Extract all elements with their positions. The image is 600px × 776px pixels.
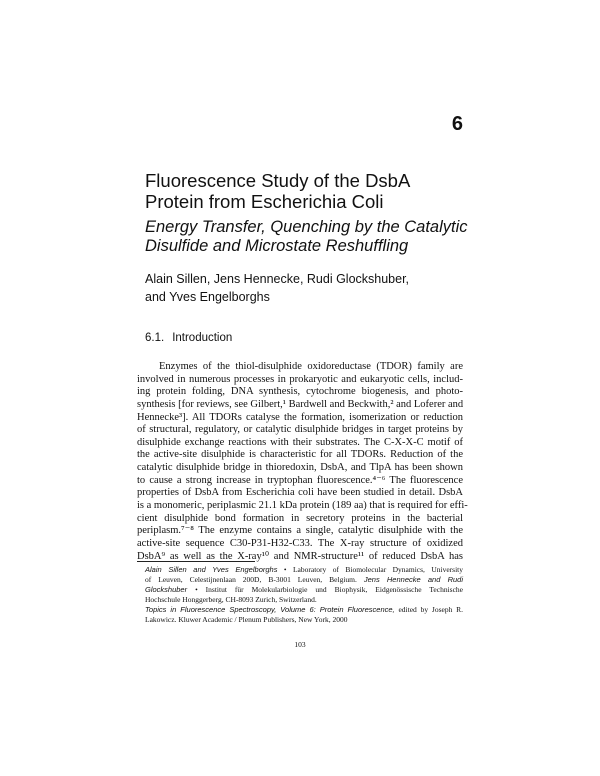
section-heading [145,332,232,344]
footnote-affiliation: • Laboratory of Biomolecular Dynamics, University [283,565,464,574]
body-line: is a monomeric, periplasmic 21.1 kDa protein (189 aa) that is required for effi- [137,500,468,512]
footnote-line [145,575,463,585]
body-line: synthesis [for reviews, see Gilbert,¹ Bardwell and Beckwith,² and Loferer and [137,398,464,410]
footnote-authors: Jens Hennecke and Rudi [363,575,463,584]
footnote-line: Hochschule Honggerberg, CH-8093 Zurich, Switzerland. [145,595,317,604]
footnote-editor: edited by Joseph R. [398,605,464,614]
chapter-title-line: Fluorescence Study of the DsbA [145,170,411,191]
body-line: DsbA⁹ as well as the X-ray¹⁰ and NMR-structure¹¹ of reduced DsbA has [137,550,463,562]
chapter-title [145,170,475,212]
footnote-book-title: Topics in Fluorescence Spectroscopy, Volume 6: Protein Fluorescence, [145,605,395,614]
page-number: 103 [294,640,306,649]
footnote-line [145,605,463,615]
footnote-line: Lakowicz. Kluwer Academic / Plenum Publishers, New York, 2000 [145,615,348,624]
chapter-title-line: Protein from Escherichia Coli [145,191,384,212]
body-line: catalytic disulphide bridge in thioredoxin, DsbA, and TlpA has been shown [137,462,463,474]
body-line: involved in numerous processes in prokaryotic and eukaryotic cells, includ- [137,373,463,385]
body-line: Hennecke³]. All TDORs catalyse the formation, isomerization or reduction [137,411,463,423]
body-line: the active-site disulphide is characteristic for all TDORs. Reduction of the [137,449,463,461]
footnote [145,565,463,625]
section-number: 6.1. [145,332,165,344]
body-line: cient disulphide bond formation in secretory proteins in the bacterial [137,512,463,524]
footnote-affiliation: • Institut für Molekularbiologie und Biophysik, Eidgenössische Technische [195,585,463,594]
footnote-authors: Alain Sillen and Yves Engelborghs [145,565,278,574]
body-line: to cause a strong increase in tryptophan fluorescence.⁴⁻⁶ The fluorescence [137,474,463,486]
body-paragraph [137,361,468,563]
chapter-subtitle-line: Disulfide and Microstate Reshuffling [145,237,409,255]
body-line: ing protein folding, DNA synthesis, cytochrome biogenesis, and photo- [137,386,463,398]
chapter-subtitle-line: Energy Transfer, Quenching by the Catalytic [145,218,468,236]
footnote-authors: Glockshuber [145,585,188,594]
body-line: Enzymes of the thiol-disulphide oxidoreductase (TDOR) family are [159,361,463,372]
body-line: periplasm.⁷⁻⁸ The enzyme contains a single, catalytic disulphide with the [137,525,463,537]
chapter-number: 6 [451,113,463,135]
author-list [145,270,475,306]
body-line: properties of DsbA from Escherichia coli have been studied in detail. DsbA [137,487,463,499]
section-title: Introduction [172,332,233,344]
author-line: Alain Sillen, Jens Hennecke, Rudi Glockshuber, [145,272,410,286]
body-line: of structural, regulatory, or catalytic disulphide bridges in target proteins by [137,424,463,436]
footnote-line [145,585,463,595]
chapter-subtitle [145,218,475,256]
footnote-address: of Leuven, Celestijnenlaan 200D, B-3001 Leuven, Belgium. [145,575,357,584]
footnote-divider [137,561,255,562]
body-line: disulphide exchange reactions with their substrates. The C-X-X-C motif of [137,436,463,448]
body-line: active-site sequence C30-P31-H32-C33. The X-ray structure of oxidized [137,537,463,549]
author-line: and Yves Engelborghs [145,290,270,304]
footnote-line [145,565,463,575]
